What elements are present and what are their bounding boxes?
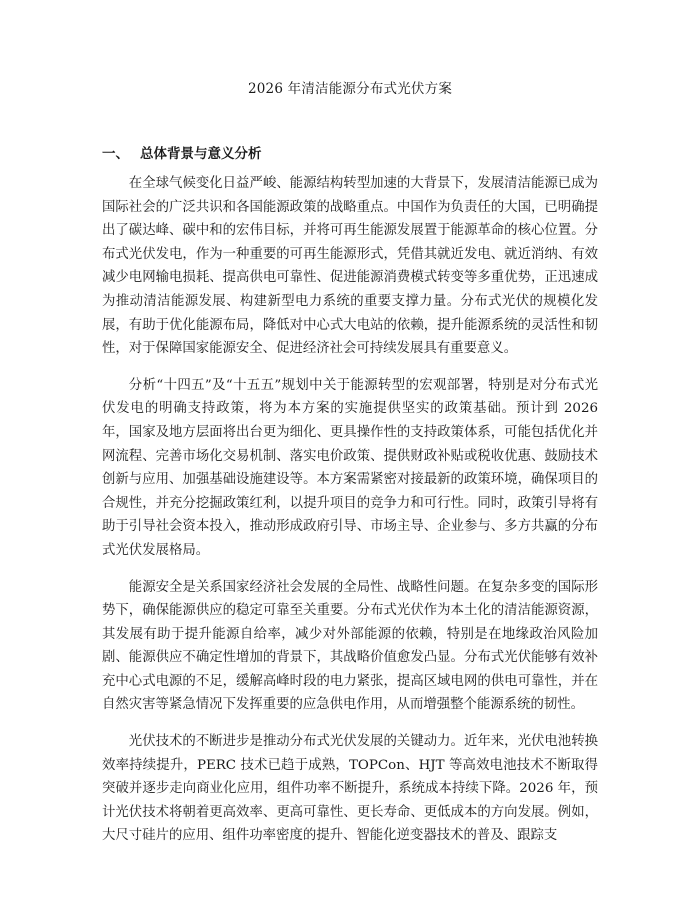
section-body [102, 172, 598, 861]
paragraph: 光伏技术的不断进步是推动分布式光伏发展的关键动力。近年来，光伏电池转换效率持续提升，PERC 技术已趋于成熟，TOPCon、HJT 等高效电池技术不断取得突破并逐步走向商业化应用，组件功率不断提升，系统成本持续下降。2026 年，预计光伏技术将朝着更高效率、更高可靠性、更长寿命、更低成本的方向发展。例如，大尺寸硅片的应用、组件功率密度的提升、智能化逆变器技术的普及、跟踪支 [102, 734, 598, 844]
section-heading [102, 145, 262, 163]
paragraph: 分析“十四五”及“十五五”规划中关于能源转型的宏观部署，特别是对分布式光伏发电的明确支持政策，将为本方案的实施提供坚实的政策基础。预计到 2026 年，国家及地方层面将出台更为细化、更具操作性的支持政策体系，可能包括优化并网流程、完善市场化交易机制、落实电价政策、提供财政补贴或税收优惠、鼓励技术创新与应用、加强基础设施建设等。本方案需紧密对接最新的政策环境，确保项目的合规性，并充分挖掘政策红利，以提升项目的竞争力和可行性。同时，政策引导将有助于引导社会资本投入，推动形成政府引导、市场主导、企业参与、多方共赢的分布式光伏发展格局。 [102, 377, 598, 558]
section-heading-text: 总体背景与意义分析 [140, 146, 262, 162]
section-number: 一、 [102, 146, 129, 162]
document-title: 2026 年清洁能源分布式光伏方案 [247, 81, 453, 97]
paragraph: 在全球气候变化日益严峻、能源结构转型加速的大背景下，发展清洁能源已成为国际社会的广泛共识和各国能源政策的战略重点。中国作为负责任的大国，已明确提出了碳达峰、碳中和的宏伟目标，并将可再生能源发展置于能源革命的核心位置。分布式光伏发电，作为一种重要的可再生能源形式，凭借其就近发电、就近消纳、有效减少电网输电损耗、提高供电可靠性、促进能源消费模式转变等多重优势，正迅速成为推动清洁能源发展、构建新型电力系统的重要支撑力量。分布式光伏的规模化发展，有助于优化能源布局，降低对中心式大电站的依赖，提升能源系统的灵活性和韧性，对于保障国家能源安全、促进经济社会可持续发展具有重要意义。 [102, 176, 598, 357]
paragraph: 能源安全是关系国家经济社会发展的全局性、战略性问题。在复杂多变的国际形势下，确保能源供应的稳定可靠至关重要。分布式光伏作为本土化的清洁能源资源，其发展有助于提升能源自给率，减少对外部能源的依赖，特别是在地缘政治风险加剧、能源供应不确定性增加的背景下，其战略价值愈发凸显。分布式光伏能够有效补充中心式电源的不足，缓解高峰时段的电力紧张，提高区域电网的供电可靠性，并在自然灾害等紧急情况下发挥重要的应急供电作用，从而增强整个能源系统的韧性。 [102, 579, 598, 713]
